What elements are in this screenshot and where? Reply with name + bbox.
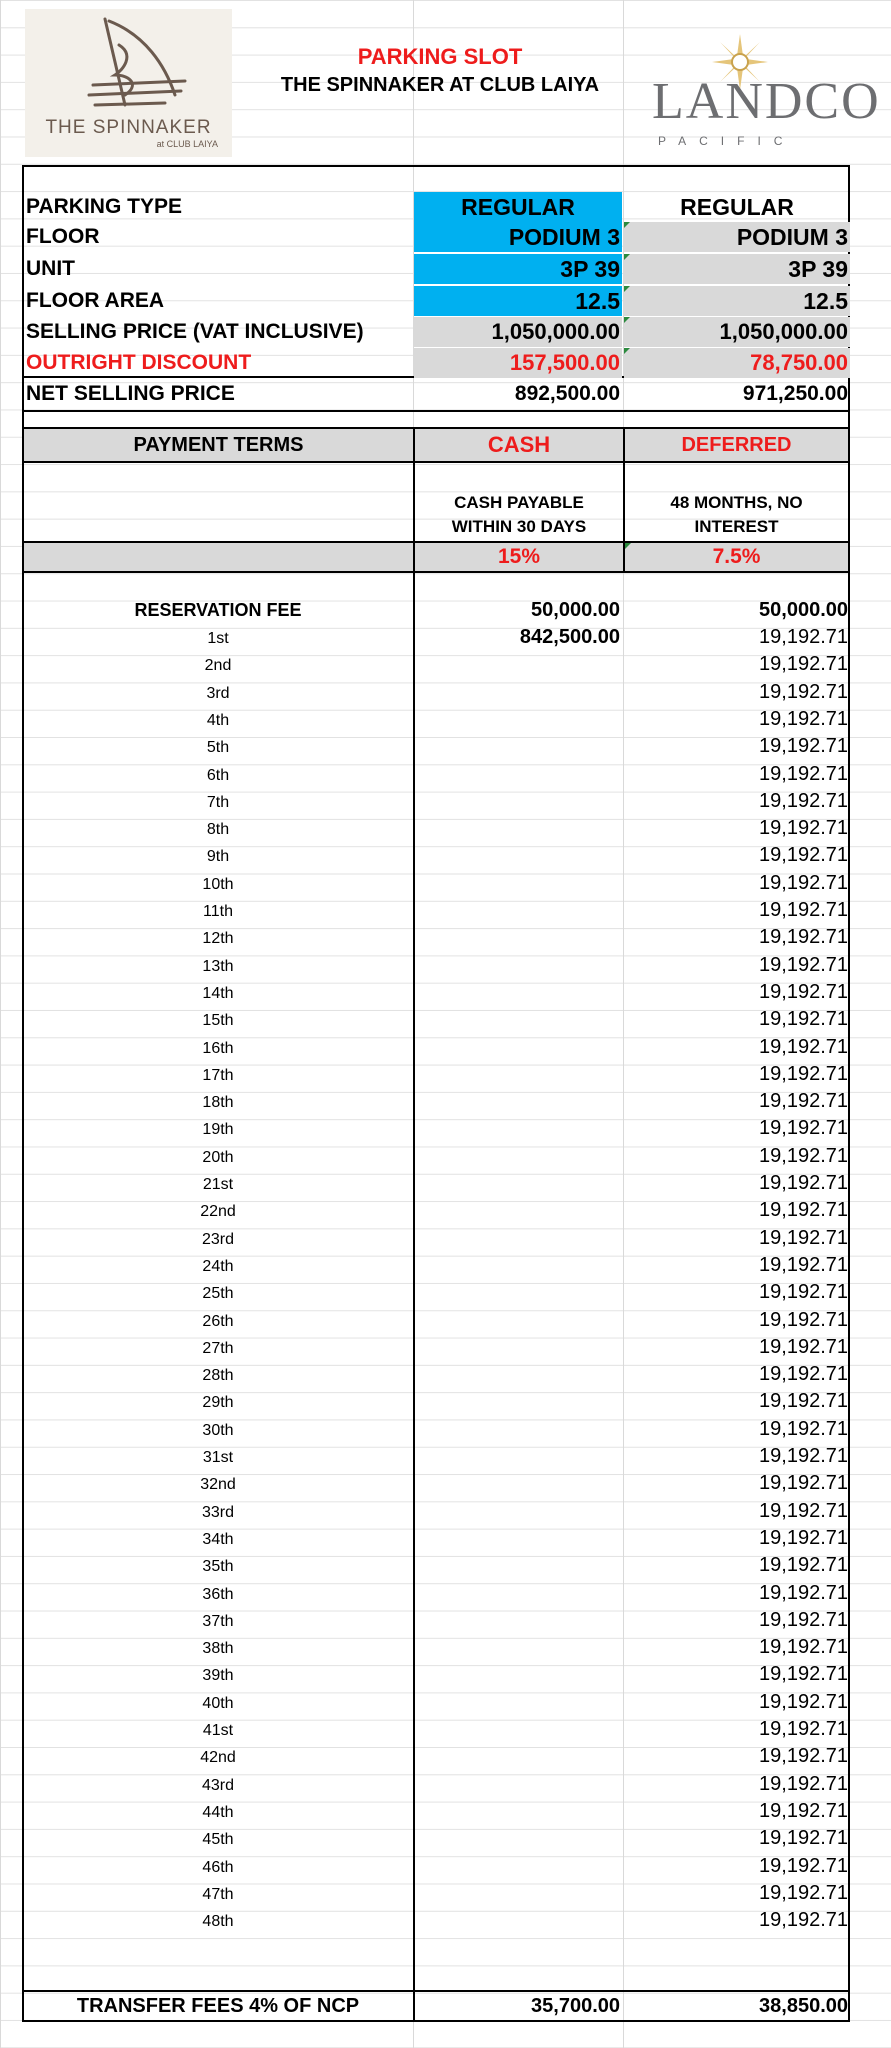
- installment-label: 2nd: [204, 657, 232, 674]
- installment-deferred: 19,192.71: [759, 1227, 848, 1249]
- cell-note-marker: [624, 317, 630, 323]
- installment-label: 26th: [202, 1313, 234, 1330]
- installment-cash: 842,500.00: [519, 626, 620, 648]
- installment-deferred: 19,192.71: [759, 735, 848, 757]
- installment-deferred: 19,192.71: [759, 1718, 848, 1740]
- installment-label: 10th: [202, 876, 234, 893]
- spec-value-cash: 3P 39: [414, 254, 622, 284]
- installment-label: 35th: [202, 1558, 234, 1575]
- spec-label: OUTRIGHT DISCOUNT: [26, 351, 252, 374]
- installment-deferred: 19,192.71: [759, 844, 848, 866]
- cash-percent: 15%: [415, 543, 623, 571]
- cell-note-marker: [624, 254, 630, 260]
- installment-label: 21st: [202, 1176, 234, 1193]
- installment-deferred: 19,192.71: [759, 1472, 848, 1494]
- spec-label: FLOOR AREA: [26, 289, 165, 312]
- installment-deferred: 19,192.71: [759, 1500, 848, 1522]
- installment-label: 38th: [202, 1640, 234, 1657]
- spec-label: FLOOR: [26, 225, 100, 248]
- spec-value-cash: 12.5: [414, 286, 622, 316]
- installment-label: 14th: [202, 985, 234, 1002]
- installment-deferred: 19,192.71: [759, 1800, 848, 1822]
- divider: [22, 571, 850, 573]
- installment-label: 28th: [202, 1367, 234, 1384]
- deferred-desc-line2: INTEREST: [694, 517, 779, 536]
- installment-deferred: 19,192.71: [759, 1281, 848, 1303]
- installment-label: 27th: [202, 1340, 234, 1357]
- installment-deferred: 19,192.71: [759, 1445, 848, 1467]
- installment-deferred: 19,192.71: [759, 626, 848, 648]
- installment-label: 31st: [202, 1449, 234, 1466]
- installment-label: 41st: [202, 1722, 234, 1739]
- installment-deferred: 19,192.71: [759, 1691, 848, 1713]
- installment-label: 20th: [202, 1149, 234, 1166]
- installment-label: 19th: [202, 1121, 234, 1138]
- installment-label: 8th: [206, 821, 230, 838]
- spec-value-cash: 1,050,000.00: [414, 317, 622, 347]
- installment-deferred: 19,192.71: [759, 981, 848, 1003]
- installment-deferred: 19,192.71: [759, 872, 848, 894]
- installment-label: 24th: [202, 1258, 234, 1275]
- spec-value-deferred: 3P 39: [624, 254, 850, 284]
- spec-value-deferred: 78,750.00: [624, 348, 850, 378]
- installment-deferred: 19,192.71: [759, 1336, 848, 1358]
- page-title: PARKING SLOT: [357, 44, 523, 69]
- installment-deferred: 19,192.71: [759, 1145, 848, 1167]
- installment-label: 4th: [206, 712, 230, 729]
- installment-label: 12th: [202, 930, 234, 947]
- landco-logo-text: LANDCO: [652, 73, 881, 130]
- installment-label: 34th: [202, 1531, 234, 1548]
- installment-label: 17th: [202, 1067, 234, 1084]
- installment-deferred: 19,192.71: [759, 817, 848, 839]
- installment-deferred: 19,192.71: [759, 763, 848, 785]
- logo-subtext: at CLUB LAIYA: [156, 139, 218, 149]
- installment-deferred: 19,192.71: [759, 790, 848, 812]
- percent-row-label-cell: [24, 543, 413, 571]
- reservation-fee-label: RESERVATION FEE: [134, 600, 302, 620]
- installment-deferred: 19,192.71: [759, 708, 848, 730]
- deferred-percent: 7.5%: [625, 543, 848, 571]
- installment-deferred: 19,192.71: [759, 681, 848, 703]
- installment-label: 32nd: [200, 1476, 236, 1493]
- installment-label: 45th: [202, 1831, 234, 1848]
- page-subtitle: THE SPINNAKER AT CLUB LAIYA: [280, 74, 600, 96]
- reservation-fee-cash: 50,000.00: [531, 599, 620, 621]
- cash-desc-line1: CASH PAYABLE: [454, 493, 584, 512]
- installment-deferred: 19,192.71: [759, 1554, 848, 1576]
- installment-label: 48th: [202, 1913, 234, 1930]
- divider: [22, 1990, 850, 1992]
- installment-deferred: 19,192.71: [759, 1036, 848, 1058]
- installment-label: 5th: [206, 739, 230, 756]
- installment-label: 43rd: [201, 1777, 235, 1794]
- installment-label: 23rd: [201, 1231, 235, 1248]
- installment-deferred: 19,192.71: [759, 1582, 848, 1604]
- installment-label: 42nd: [200, 1749, 236, 1766]
- spec-value-cash: PODIUM 3: [414, 222, 622, 252]
- installment-label: 36th: [202, 1586, 234, 1603]
- installment-label: 44th: [202, 1804, 234, 1821]
- cash-desc-line2: WITHIN 30 DAYS: [451, 517, 587, 536]
- installment-label: 37th: [202, 1613, 234, 1630]
- installment-label: 46th: [202, 1859, 234, 1876]
- installment-label: 11th: [203, 903, 233, 920]
- installment-deferred: 19,192.71: [759, 1418, 848, 1440]
- installment-label: 6th: [206, 767, 230, 784]
- transfer-fee-label: TRANSFER FEES 4% OF NCP: [76, 1995, 360, 2017]
- installment-deferred: 19,192.71: [759, 1254, 848, 1276]
- landco-logo-subtext: PACIFIC: [658, 134, 796, 148]
- installment-deferred: 19,192.71: [759, 1636, 848, 1658]
- cash-term-description: [415, 491, 623, 539]
- installment-deferred: 19,192.71: [759, 1773, 848, 1795]
- installment-deferred: 19,192.71: [759, 1117, 848, 1139]
- sailboat-icon: [85, 15, 195, 115]
- payment-terms-label: PAYMENT TERMS: [24, 429, 413, 461]
- installment-deferred: 19,192.71: [759, 1172, 848, 1194]
- cash-term-header: CASH: [415, 429, 623, 461]
- spec-label: SELLING PRICE (VAT INCLUSIVE): [26, 320, 364, 343]
- installment-deferred: 19,192.71: [759, 1008, 848, 1030]
- installment-deferred: 19,192.71: [759, 899, 848, 921]
- installment-deferred: 19,192.71: [759, 653, 848, 675]
- installment-deferred: 19,192.71: [759, 1090, 848, 1112]
- installment-deferred: 19,192.71: [759, 1882, 848, 1904]
- installment-deferred: 19,192.71: [759, 1855, 848, 1877]
- cell-note-marker: [624, 286, 630, 292]
- installment-label: 22nd: [200, 1203, 236, 1220]
- installment-deferred: 19,192.71: [759, 1745, 848, 1767]
- transfer-fee-cash: 35,700.00: [531, 1995, 620, 2017]
- spinnaker-logo: [25, 9, 232, 157]
- net-price-cash: 892,500.00: [514, 382, 620, 405]
- spec-value-cash: REGULAR: [414, 192, 622, 222]
- installment-label: 40th: [202, 1695, 234, 1712]
- deferred-desc-line1: 48 MONTHS, NO: [670, 493, 803, 512]
- installment-deferred: 19,192.71: [759, 1309, 848, 1331]
- deferred-term-header: DEFERRED: [625, 429, 848, 461]
- installment-label: 29th: [202, 1394, 234, 1411]
- installment-label: 39th: [202, 1667, 234, 1684]
- installment-deferred: 19,192.71: [759, 1363, 848, 1385]
- installment-deferred: 19,192.71: [759, 1609, 848, 1631]
- installment-label: 33rd: [201, 1504, 235, 1521]
- installment-deferred: 19,192.71: [759, 1527, 848, 1549]
- installment-deferred: 19,192.71: [759, 926, 848, 948]
- installment-deferred: 19,192.71: [759, 1909, 848, 1931]
- installment-label: 13th: [202, 958, 234, 975]
- installment-deferred: 19,192.71: [759, 954, 848, 976]
- spec-value-deferred: 12.5: [624, 286, 850, 316]
- spec-label: UNIT: [26, 257, 75, 280]
- installment-label: 47th: [202, 1886, 234, 1903]
- divider: [22, 461, 850, 463]
- installment-label: 18th: [202, 1094, 234, 1111]
- installment-label: 7th: [206, 794, 230, 811]
- spec-value-deferred: 1,050,000.00: [624, 317, 850, 347]
- installment-deferred: 19,192.71: [759, 1827, 848, 1849]
- installment-label: 25th: [202, 1285, 234, 1302]
- cell-note-marker: [624, 222, 630, 228]
- installment-deferred: 19,192.71: [759, 1390, 848, 1412]
- net-price-label: NET SELLING PRICE: [26, 382, 235, 405]
- cell-note-marker: [624, 348, 630, 354]
- deferred-term-description: [625, 491, 848, 539]
- installment-label: 1st: [207, 630, 229, 647]
- spec-value-cash: 157,500.00: [414, 348, 622, 378]
- installment-label: 9th: [206, 848, 230, 865]
- net-price-deferred: 971,250.00: [742, 382, 848, 405]
- spec-value-deferred: REGULAR: [680, 194, 794, 220]
- installment-label: 15th: [202, 1012, 234, 1029]
- installment-deferred: 19,192.71: [759, 1663, 848, 1685]
- spec-value-deferred: PODIUM 3: [624, 222, 850, 252]
- installment-label: 3rd: [206, 685, 230, 702]
- installment-deferred: 19,192.71: [759, 1199, 848, 1221]
- transfer-fee-deferred: 38,850.00: [759, 1995, 848, 2017]
- cell-note-marker: [625, 543, 631, 549]
- divider: [22, 410, 850, 412]
- installment-label: 16th: [202, 1040, 234, 1057]
- logo-text: THE SPINNAKER: [45, 117, 212, 138]
- spec-label: PARKING TYPE: [26, 195, 182, 218]
- installment-label: 30th: [202, 1422, 234, 1439]
- installment-deferred: 19,192.71: [759, 1063, 848, 1085]
- reservation-fee-deferred: 50,000.00: [759, 599, 848, 621]
